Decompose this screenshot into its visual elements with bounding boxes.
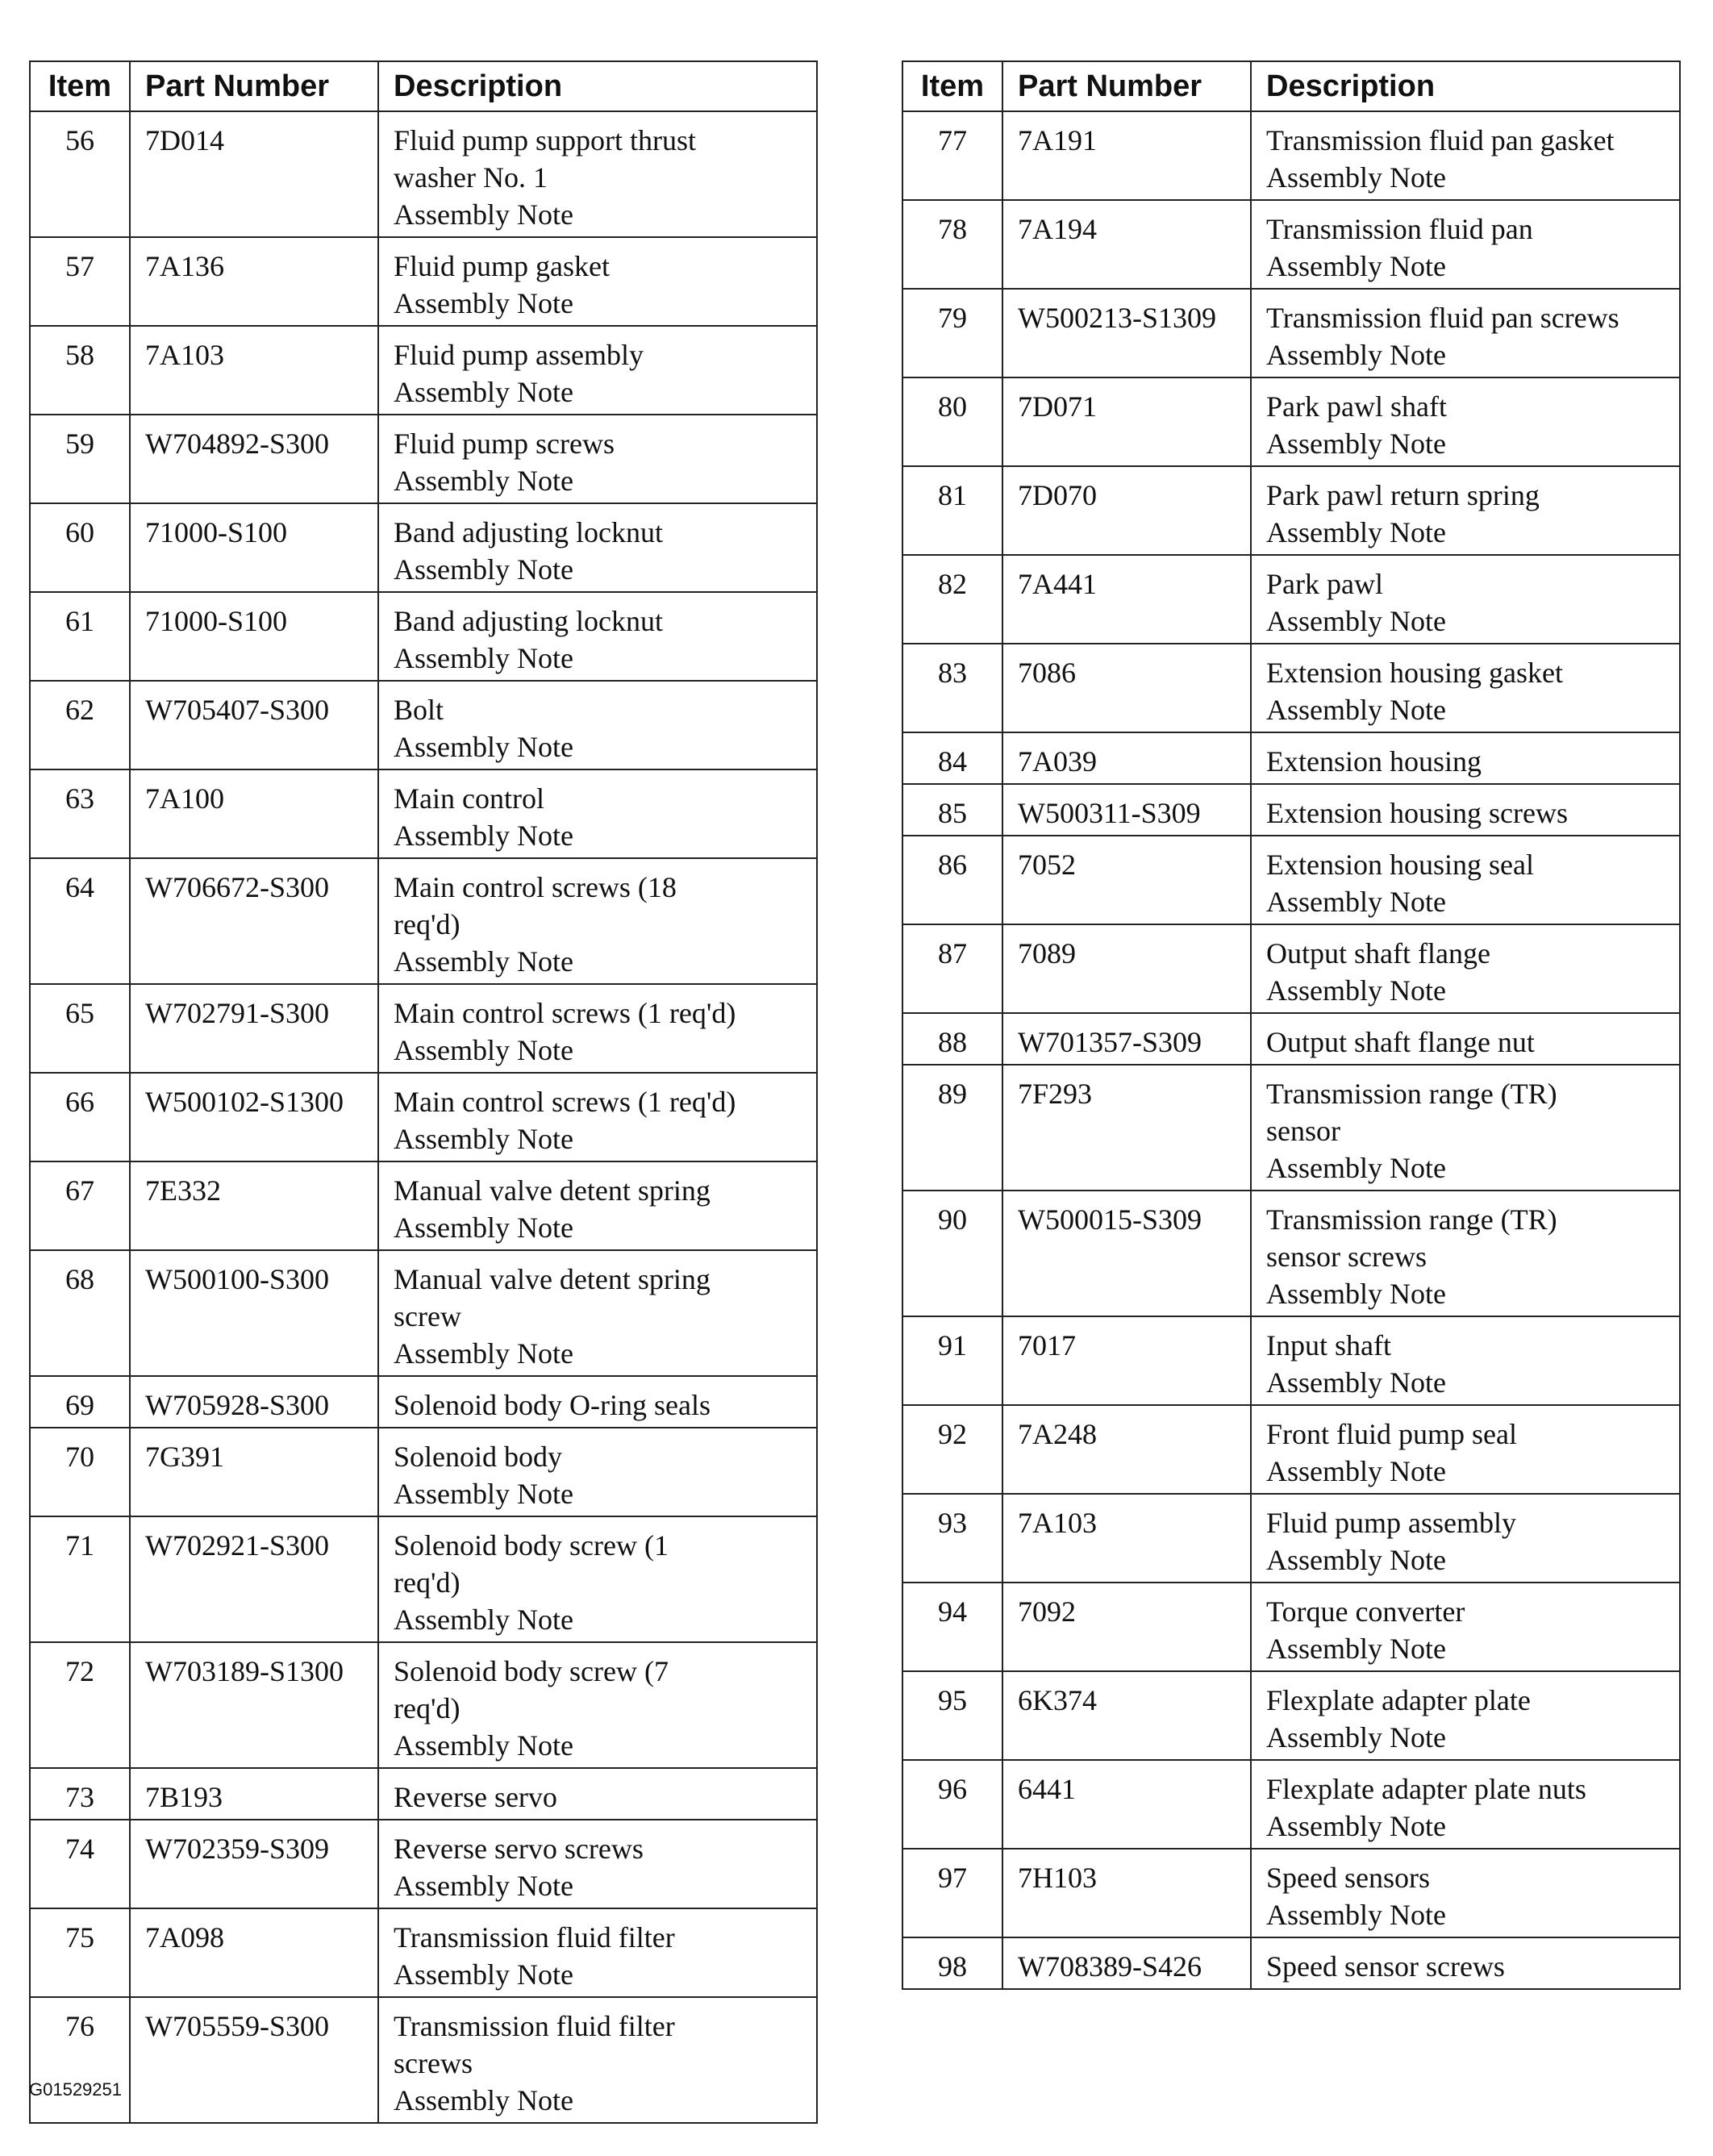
description-line: screw — [394, 1300, 461, 1332]
description-line: Transmission fluid pan gasket — [1266, 124, 1615, 156]
table-row — [30, 1428, 817, 1516]
description-line: Front fluid pump seal — [1266, 1418, 1517, 1450]
table-row — [902, 1671, 1680, 1760]
description-line: Band adjusting locknut — [394, 516, 663, 548]
description-line: Assembly Note — [394, 1337, 573, 1370]
description-line: Assembly Note — [1266, 339, 1446, 371]
part-number: 7D070 — [1002, 466, 1251, 555]
header-item: Item — [902, 61, 1002, 111]
description-line: Fluid pump support thrust — [394, 124, 697, 156]
item-number: 85 — [902, 784, 1002, 836]
table-row — [902, 1494, 1680, 1583]
item-number: 56 — [30, 111, 130, 237]
part-number: 7A248 — [1002, 1405, 1251, 1494]
table-row — [902, 924, 1680, 1013]
item-number: 78 — [902, 200, 1002, 289]
part-number: W705928-S300 — [130, 1376, 378, 1428]
description-line: Assembly Note — [1266, 1152, 1446, 1184]
description-line: req'd) — [394, 1692, 461, 1724]
header-item: Item — [30, 61, 130, 111]
description-line: Input shaft — [1266, 1329, 1391, 1362]
part-description — [1251, 289, 1680, 377]
description-line: Main control screws (18 — [394, 871, 677, 903]
table-row — [30, 769, 817, 858]
part-description — [1251, 924, 1680, 1013]
item-number: 96 — [902, 1760, 1002, 1849]
part-number: 7G391 — [130, 1428, 378, 1516]
part-number: W702921-S300 — [130, 1516, 378, 1642]
table-row — [30, 503, 817, 592]
table-row — [30, 1997, 817, 2123]
item-number: 94 — [902, 1583, 1002, 1671]
description-line: Assembly Note — [1266, 1721, 1446, 1754]
description-line: Assembly Note — [1266, 1899, 1446, 1931]
description-line: Assembly Note — [394, 287, 573, 319]
description-line: Assembly Note — [1266, 250, 1446, 282]
part-description — [1251, 1065, 1680, 1191]
figure-id: G01529251 — [29, 2079, 122, 2100]
description-line: Assembly Note — [1266, 1810, 1446, 1842]
description-line: Assembly Note — [394, 1958, 573, 1991]
description-line: Assembly Note — [394, 1729, 573, 1762]
part-description — [1251, 1583, 1680, 1671]
description-line: Assembly Note — [394, 198, 573, 231]
description-line: Assembly Note — [394, 1034, 573, 1066]
description-line: Output shaft flange — [1266, 937, 1490, 970]
description-line: Manual valve detent spring — [394, 1263, 711, 1295]
description-line: Transmission range (TR) — [1266, 1078, 1557, 1110]
item-number: 77 — [902, 111, 1002, 200]
item-number: 75 — [30, 1908, 130, 1997]
description-line: Assembly Note — [394, 731, 573, 763]
part-number: 7A103 — [1002, 1494, 1251, 1583]
table-row — [902, 377, 1680, 466]
item-number: 69 — [30, 1376, 130, 1428]
part-number: 7086 — [1002, 644, 1251, 732]
part-number: W500213-S1309 — [1002, 289, 1251, 377]
item-number: 64 — [30, 858, 130, 984]
part-description — [378, 681, 817, 769]
part-number: W500102-S1300 — [130, 1073, 378, 1161]
part-number: 7A103 — [130, 326, 378, 415]
item-number: 93 — [902, 1494, 1002, 1583]
table-row — [30, 237, 817, 326]
part-number: W704892-S300 — [130, 415, 378, 503]
description-line: Reverse servo — [394, 1781, 557, 1813]
description-line: Flexplate adapter plate — [1266, 1684, 1531, 1716]
part-description — [1251, 1849, 1680, 1937]
header-part-number: Part Number — [1002, 61, 1251, 111]
description-line: Extension housing screws — [1266, 797, 1568, 829]
part-number: W702359-S309 — [130, 1820, 378, 1908]
table-row — [902, 784, 1680, 836]
item-number: 81 — [902, 466, 1002, 555]
table-row — [30, 681, 817, 769]
description-line: Flexplate adapter plate nuts — [1266, 1773, 1586, 1805]
table-row — [30, 1908, 817, 1997]
table-header-row — [30, 61, 817, 111]
part-number: W500015-S309 — [1002, 1191, 1251, 1316]
part-description — [378, 1161, 817, 1250]
item-number: 58 — [30, 326, 130, 415]
table-row — [30, 1161, 817, 1250]
item-number: 90 — [902, 1191, 1002, 1316]
table-row — [902, 200, 1680, 289]
description-line: Transmission range (TR) — [1266, 1203, 1557, 1236]
part-description — [1251, 377, 1680, 466]
table-row — [902, 836, 1680, 924]
table-row — [30, 326, 817, 415]
description-line: Assembly Note — [394, 945, 573, 978]
table-row — [30, 1768, 817, 1820]
description-line: Main control — [394, 782, 544, 815]
part-number: 7B193 — [130, 1768, 378, 1820]
description-line: Assembly Note — [1266, 974, 1446, 1007]
item-number: 76 — [30, 1997, 130, 2123]
description-line: Assembly Note — [394, 642, 573, 674]
part-number: W708389-S426 — [1002, 1937, 1251, 1989]
part-number: 7A191 — [1002, 111, 1251, 200]
part-description — [378, 1428, 817, 1516]
part-description — [1251, 644, 1680, 732]
item-number: 83 — [902, 644, 1002, 732]
header-part-number: Part Number — [130, 61, 378, 111]
description-line: washer No. 1 — [394, 161, 548, 194]
part-number: 7D071 — [1002, 377, 1251, 466]
table-row — [30, 1516, 817, 1642]
description-line: Assembly Note — [1266, 1633, 1446, 1665]
description-line: Park pawl — [1266, 568, 1383, 600]
item-number: 62 — [30, 681, 130, 769]
part-description — [1251, 111, 1680, 200]
description-line: Fluid pump assembly — [394, 339, 644, 371]
description-line: Fluid pump screws — [394, 427, 615, 460]
description-line: Park pawl return spring — [1266, 479, 1540, 511]
part-number: 7052 — [1002, 836, 1251, 924]
part-description — [378, 984, 817, 1073]
header-description: Description — [1251, 61, 1680, 111]
description-line: Assembly Note — [1266, 516, 1446, 548]
table-row — [30, 111, 817, 237]
part-description — [378, 1516, 817, 1642]
table-row — [902, 1065, 1680, 1191]
part-description — [378, 111, 817, 237]
table-row — [902, 1760, 1680, 1849]
description-line: req'd) — [394, 908, 461, 940]
part-description — [1251, 1760, 1680, 1849]
part-description — [378, 592, 817, 681]
part-description — [1251, 466, 1680, 555]
description-line: Extension housing seal — [1266, 849, 1534, 881]
part-number: 7A100 — [130, 769, 378, 858]
table-row — [30, 1250, 817, 1376]
table-row — [30, 1073, 817, 1161]
description-line: sensor screws — [1266, 1241, 1427, 1273]
description-line: Band adjusting locknut — [394, 605, 663, 637]
description-line: Assembly Note — [394, 465, 573, 497]
part-number: 7F293 — [1002, 1065, 1251, 1191]
part-description — [378, 1250, 817, 1376]
description-line: Assembly Note — [394, 1870, 573, 1902]
part-description — [378, 415, 817, 503]
part-description — [378, 1997, 817, 2123]
item-number: 82 — [902, 555, 1002, 644]
description-line: Reverse servo screws — [394, 1833, 644, 1865]
part-number: 71000-S100 — [130, 503, 378, 592]
description-line: Assembly Note — [394, 376, 573, 408]
description-line: Bolt — [394, 694, 444, 726]
part-number: 7089 — [1002, 924, 1251, 1013]
description-line: Assembly Note — [394, 819, 573, 852]
parts-table-left — [29, 60, 818, 2124]
part-description — [1251, 1191, 1680, 1316]
item-number: 72 — [30, 1642, 130, 1768]
table-row — [902, 466, 1680, 555]
item-number: 95 — [902, 1671, 1002, 1760]
table-row — [30, 415, 817, 503]
description-line: req'd) — [394, 1566, 461, 1599]
description-line: Solenoid body screw (1 — [394, 1529, 669, 1562]
description-line: Transmission fluid filter — [394, 2010, 675, 2042]
parts-table-right — [902, 60, 1681, 1990]
part-description — [1251, 1405, 1680, 1494]
part-number: 7017 — [1002, 1316, 1251, 1405]
table-row — [902, 289, 1680, 377]
part-number: W705559-S300 — [130, 1997, 378, 2123]
part-description — [1251, 1937, 1680, 1989]
table-row — [902, 555, 1680, 644]
item-number: 71 — [30, 1516, 130, 1642]
table-row — [30, 984, 817, 1073]
item-number: 66 — [30, 1073, 130, 1161]
part-description — [1251, 1316, 1680, 1405]
item-number: 63 — [30, 769, 130, 858]
description-line: Speed sensor screws — [1266, 1950, 1505, 1983]
part-number: W500100-S300 — [130, 1250, 378, 1376]
part-number: 6K374 — [1002, 1671, 1251, 1760]
item-number: 65 — [30, 984, 130, 1073]
part-description — [1251, 784, 1680, 836]
item-number: 88 — [902, 1013, 1002, 1065]
table-row — [902, 1316, 1680, 1405]
part-description — [1251, 836, 1680, 924]
description-line: Transmission fluid filter — [394, 1921, 675, 1954]
table-row — [30, 1642, 817, 1768]
description-line: Assembly Note — [1266, 1278, 1446, 1310]
item-number: 80 — [902, 377, 1002, 466]
part-number: 7E332 — [130, 1161, 378, 1250]
part-description — [378, 1768, 817, 1820]
description-line: Assembly Note — [394, 1211, 573, 1244]
description-line: Assembly Note — [1266, 605, 1446, 637]
part-number: W706672-S300 — [130, 858, 378, 984]
item-number: 87 — [902, 924, 1002, 1013]
description-line: Assembly Note — [394, 1478, 573, 1510]
item-number: 92 — [902, 1405, 1002, 1494]
part-description — [378, 1908, 817, 1997]
description-line: Assembly Note — [394, 2084, 573, 2116]
part-description — [378, 1820, 817, 1908]
part-description — [1251, 1494, 1680, 1583]
item-number: 59 — [30, 415, 130, 503]
description-line: Assembly Note — [394, 553, 573, 586]
item-number: 89 — [902, 1065, 1002, 1191]
part-description — [1251, 200, 1680, 289]
table-row — [902, 1013, 1680, 1065]
part-number: W701357-S309 — [1002, 1013, 1251, 1065]
description-line: Park pawl shaft — [1266, 390, 1447, 423]
part-description — [378, 1073, 817, 1161]
description-line: Assembly Note — [394, 1603, 573, 1636]
header-description: Description — [378, 61, 817, 111]
description-line: Output shaft flange nut — [1266, 1026, 1535, 1058]
item-number: 73 — [30, 1768, 130, 1820]
description-line: Solenoid body screw (7 — [394, 1655, 669, 1687]
description-line: Solenoid body — [394, 1441, 563, 1473]
part-number: 6441 — [1002, 1760, 1251, 1849]
description-line: Assembly Note — [1266, 694, 1446, 726]
part-number: 7D014 — [130, 111, 378, 237]
table-row — [902, 1583, 1680, 1671]
table-row — [30, 592, 817, 681]
item-number: 60 — [30, 503, 130, 592]
part-description — [378, 1376, 817, 1428]
part-number: 7A039 — [1002, 732, 1251, 784]
description-line: Assembly Note — [1266, 1544, 1446, 1576]
table-row — [30, 858, 817, 984]
table-row — [902, 1405, 1680, 1494]
description-line: Speed sensors — [1266, 1862, 1430, 1894]
part-description — [378, 1642, 817, 1768]
part-description — [378, 769, 817, 858]
description-line: Transmission fluid pan screws — [1266, 302, 1619, 334]
item-number: 61 — [30, 592, 130, 681]
part-description — [378, 237, 817, 326]
part-number: W500311-S309 — [1002, 784, 1251, 836]
part-number: 7A098 — [130, 1908, 378, 1997]
table-header-row — [902, 61, 1680, 111]
part-description — [378, 858, 817, 984]
description-line: Assembly Note — [1266, 427, 1446, 460]
item-number: 79 — [902, 289, 1002, 377]
table-row — [902, 644, 1680, 732]
part-number: W703189-S1300 — [130, 1642, 378, 1768]
description-line: Fluid pump gasket — [394, 250, 610, 282]
description-line: Assembly Note — [1266, 161, 1446, 194]
description-line: Extension housing — [1266, 745, 1482, 778]
part-number: W702791-S300 — [130, 984, 378, 1073]
item-number: 91 — [902, 1316, 1002, 1405]
part-description — [378, 503, 817, 592]
item-number: 74 — [30, 1820, 130, 1908]
part-description — [378, 326, 817, 415]
description-line: Manual valve detent spring — [394, 1174, 711, 1207]
description-line: screws — [394, 2047, 473, 2079]
table-row — [30, 1820, 817, 1908]
item-number: 68 — [30, 1250, 130, 1376]
item-number: 98 — [902, 1937, 1002, 1989]
description-line: Assembly Note — [1266, 886, 1446, 918]
item-number: 97 — [902, 1849, 1002, 1937]
description-line: Transmission fluid pan — [1266, 213, 1533, 245]
item-number: 86 — [902, 836, 1002, 924]
description-line: Torque converter — [1266, 1595, 1465, 1628]
part-number: 7A136 — [130, 237, 378, 326]
description-line: Solenoid body O-ring seals — [394, 1389, 711, 1421]
part-description — [1251, 732, 1680, 784]
table-row — [902, 732, 1680, 784]
part-number: 7A441 — [1002, 555, 1251, 644]
table-row — [902, 1937, 1680, 1989]
description-line: Fluid pump assembly — [1266, 1507, 1517, 1539]
description-line: Main control screws (1 req'd) — [394, 1086, 736, 1118]
part-description — [1251, 1671, 1680, 1760]
part-number: 7A194 — [1002, 200, 1251, 289]
table-row — [30, 1376, 817, 1428]
table-row — [902, 111, 1680, 200]
table-row — [902, 1191, 1680, 1316]
description-line: Assembly Note — [1266, 1366, 1446, 1399]
description-line: Extension housing gasket — [1266, 657, 1563, 689]
item-number: 67 — [30, 1161, 130, 1250]
item-number: 57 — [30, 237, 130, 326]
description-line: sensor — [1266, 1115, 1340, 1147]
item-number: 84 — [902, 732, 1002, 784]
description-line: Assembly Note — [1266, 1455, 1446, 1487]
description-line: Assembly Note — [394, 1123, 573, 1155]
description-line: Main control screws (1 req'd) — [394, 997, 736, 1029]
part-number: 7H103 — [1002, 1849, 1251, 1937]
part-number: W705407-S300 — [130, 681, 378, 769]
table-row — [902, 1849, 1680, 1937]
part-number: 7092 — [1002, 1583, 1251, 1671]
item-number: 70 — [30, 1428, 130, 1516]
part-number: 71000-S100 — [130, 592, 378, 681]
part-description — [1251, 555, 1680, 644]
part-description — [1251, 1013, 1680, 1065]
